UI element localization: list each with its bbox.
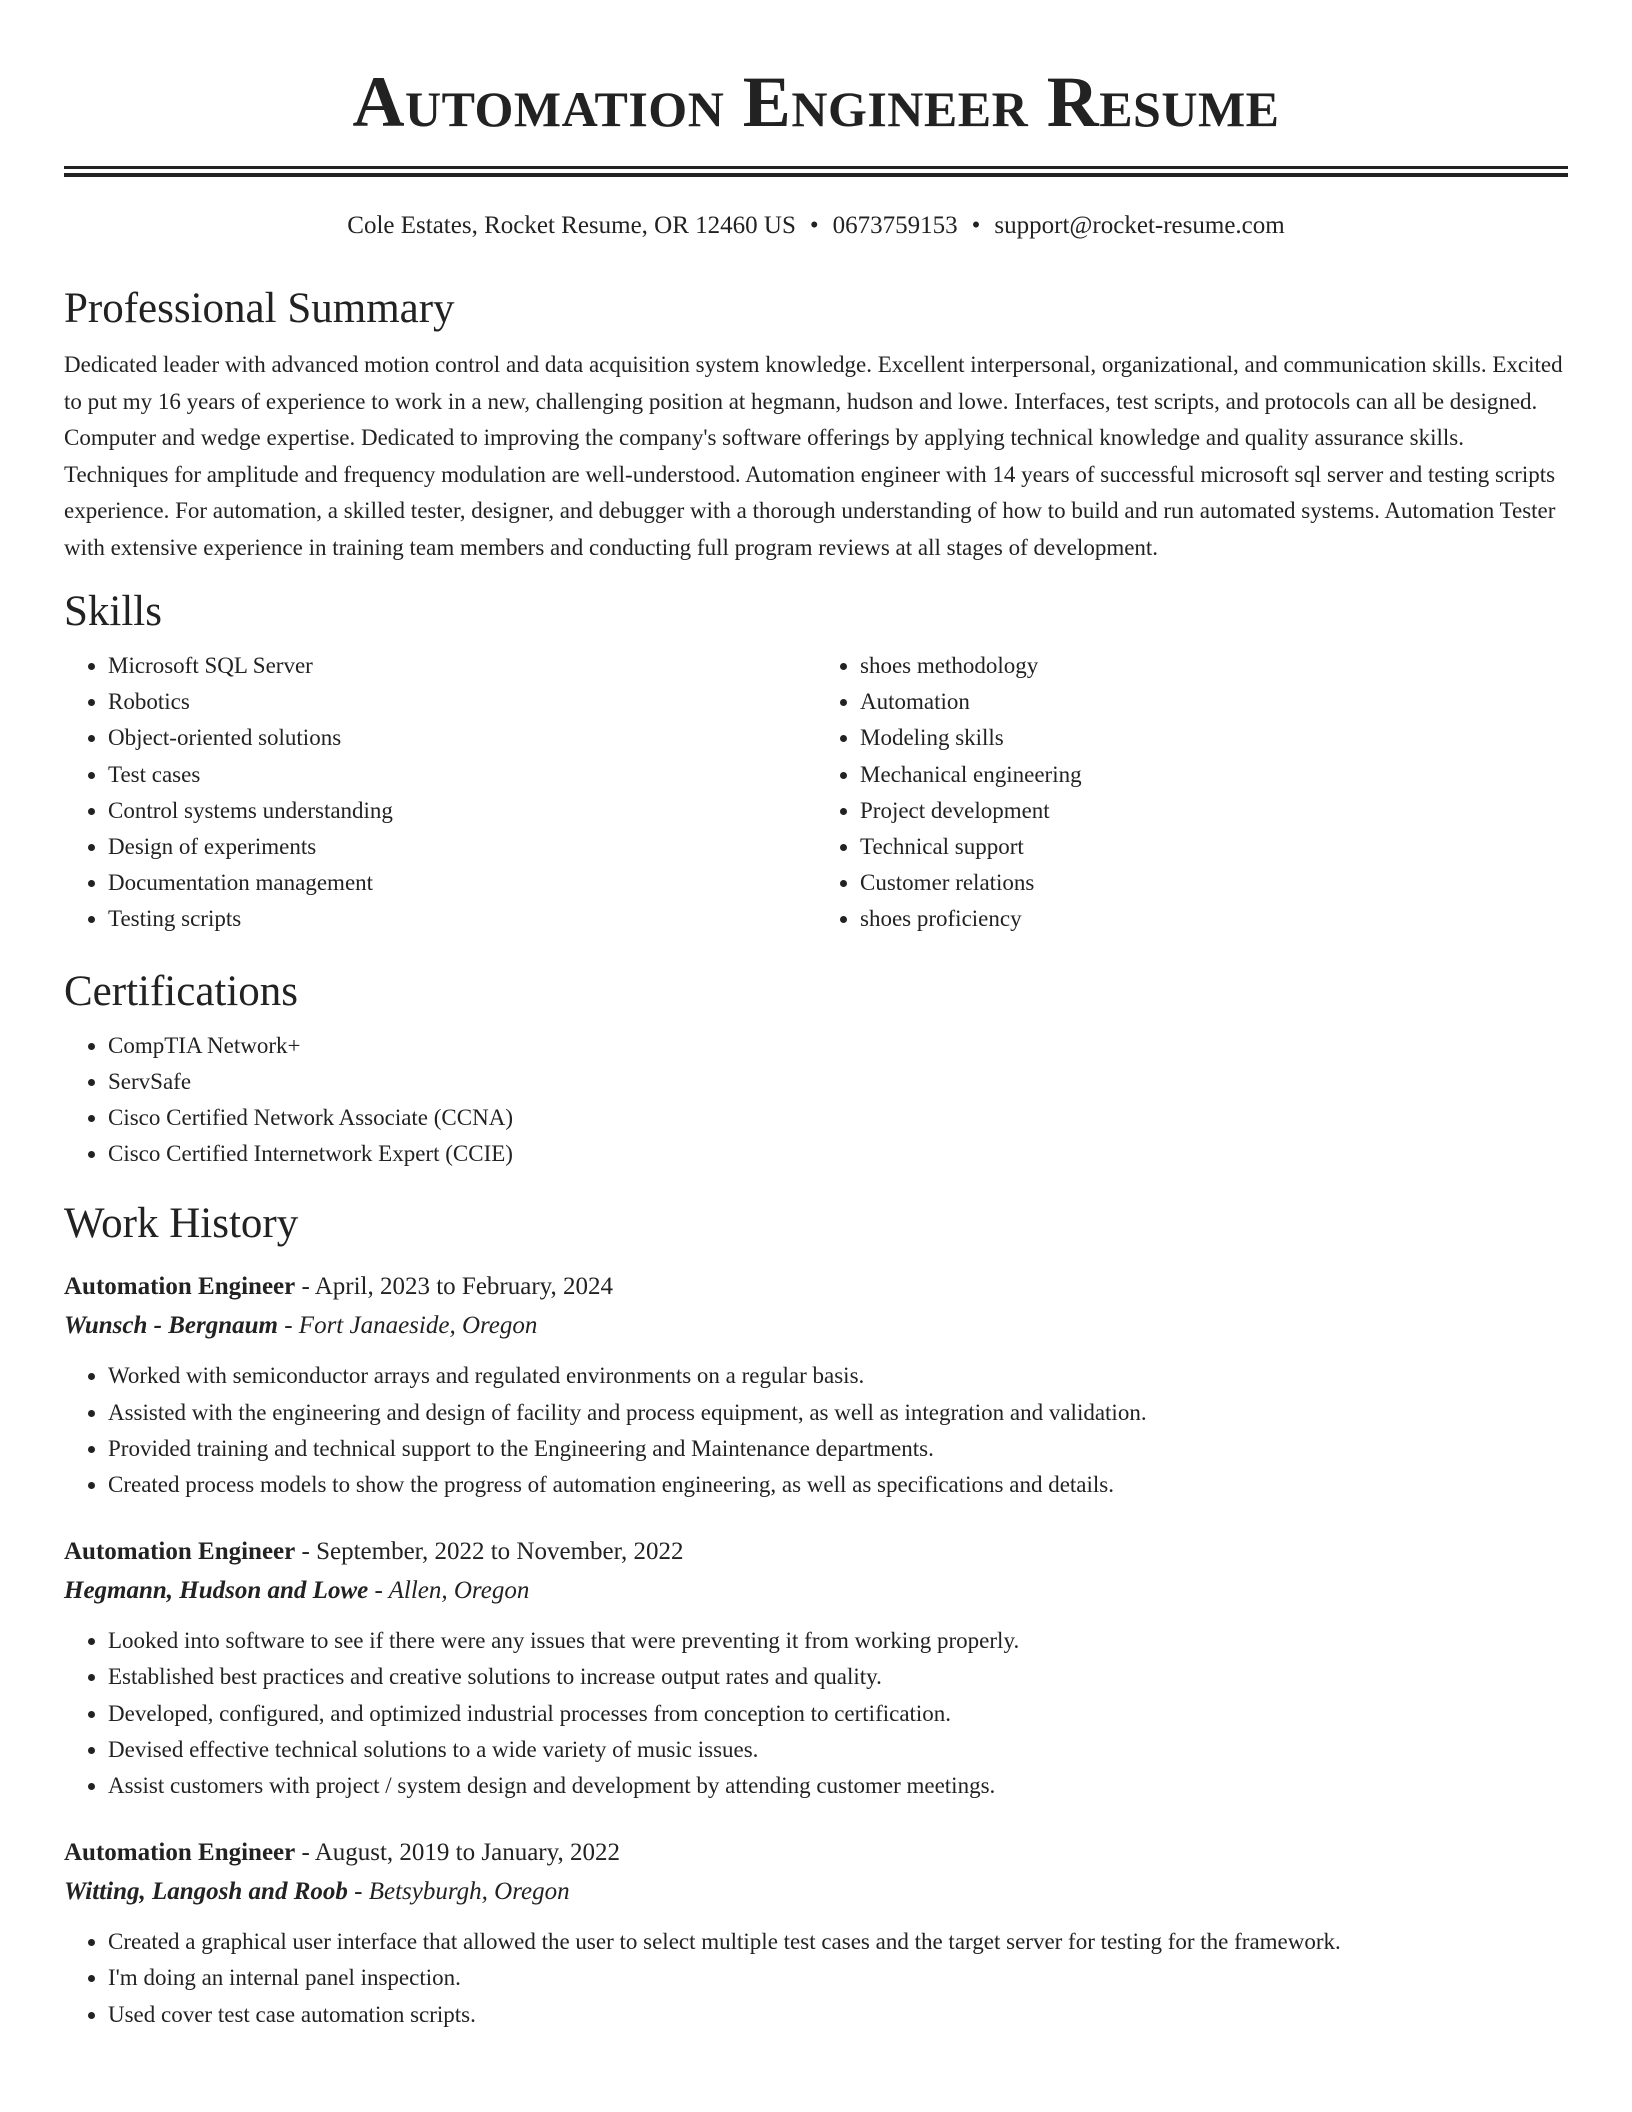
work-history-heading: Work History (64, 1200, 299, 1248)
job-dates: - August, 2019 to January, 2022 (295, 1839, 620, 1867)
certifications-list (64, 1028, 1568, 1173)
job-location: - Allen, Oregon (368, 1577, 530, 1605)
job-entry (64, 1268, 1568, 1503)
job-dates: - September, 2022 to November, 2022 (295, 1538, 684, 1566)
skill-item: • Robotics (108, 684, 816, 720)
job-duty-item: • Devised effective technical solutions to a wide variety of music issues. (108, 1732, 1568, 1768)
skill-item: • Test cases (108, 757, 816, 793)
job-header (64, 1834, 1568, 1872)
job-duties-list (64, 1358, 1568, 1503)
job-duty-item: • Looked into software to see if there were any issues that were preventing it from working properly. (108, 1623, 1568, 1659)
job-entry (64, 1834, 1568, 2033)
skill-item: • Customer relations (860, 865, 1568, 901)
skill-item: • Mechanical engineering (860, 757, 1568, 793)
job-location: - Fort Janaeside, Oregon (277, 1312, 538, 1340)
job-duty-item: • Created a graphical user interface that allowed the user to select multiple test cases and the target server for testing for the framework. (108, 1924, 1568, 1960)
job-employer (64, 1571, 1568, 1611)
contact-address: Cole Estates, Rocket Resume, OR 12460 US (347, 212, 796, 239)
job-duty-item: • Worked with semiconductor arrays and regulated environments on a regular basis. (108, 1358, 1568, 1394)
job-duty-item: • Assisted with the engineering and design of facility and process equipment, as well as integration and validation. (108, 1395, 1568, 1431)
title-double-rule (64, 166, 1568, 177)
skills-heading: Skills (64, 588, 162, 635)
skills-list-left (64, 648, 816, 938)
job-title: Automation Engineer (64, 1273, 296, 1301)
summary-heading: Professional Summary (64, 285, 455, 332)
job-company: Witting, Langosh and Roob (64, 1878, 348, 1906)
skill-item: • Object-oriented solutions (108, 720, 816, 756)
skills-list-right (816, 648, 1568, 938)
job-title: Automation Engineer (64, 1839, 296, 1867)
skill-item: • Technical support (860, 829, 1568, 865)
contact-line (64, 211, 1568, 241)
skill-item: • Project development (860, 793, 1568, 829)
job-company: Hegmann, Hudson and Lowe (64, 1577, 369, 1605)
job-title: Automation Engineer (64, 1538, 296, 1566)
contact-email[interactable]: support@rocket-resume.com (994, 212, 1285, 239)
job-duty-item: • Created process models to show the progress of automation engineering, as well as specifications and details. (108, 1467, 1568, 1503)
certification-item: • Cisco Certified Network Associate (CCNA) (108, 1100, 1568, 1136)
skill-item: • Control systems understanding (108, 793, 816, 829)
job-duty-item: • Established best practices and creative solutions to increase output rates and quality. (108, 1659, 1568, 1695)
job-duty-item: • Assist customers with project / system design and development by attending customer meetings. (108, 1768, 1568, 1804)
job-employer (64, 1306, 1568, 1346)
job-header (64, 1533, 1568, 1571)
certifications-heading: Certifications (64, 967, 299, 1015)
skill-item: • Microsoft SQL Server (108, 648, 816, 684)
contact-phone: 0673759153 (832, 212, 958, 239)
skill-item: • Testing scripts (108, 901, 816, 937)
skill-item: • Modeling skills (860, 720, 1568, 756)
job-duties-list (64, 1623, 1568, 1804)
contact-separator: • (809, 212, 819, 239)
job-duty-item: • Used cover test case automation scripts. (108, 1997, 1568, 2033)
skill-item: • Design of experiments (108, 829, 816, 865)
summary-text: Dedicated leader with advanced motion control and data acquisition system knowledge. Excellent interpersonal, organizational, and communication skills. Excited to put my 16 years of experience to work in a new, challenging position at hegmann, hudson and lowe. Interfaces, test scripts, and protocols can all be designed. Computer and wedge expertise. Dedicated to improving the company's software offerings by applying technical knowledge and quality assurance skills. Techniques for amplitude and frequency modulation are well-understood. Automation engineer with 14 years of successful microsoft sql server and testing scripts experience. For automation, a skilled tester, designer, and debugger with a thorough understanding of how to build and run automated systems. Automation Tester with extensive experience in training team members and conducting full program reviews at all stages of development. (64, 352, 1563, 560)
certification-item: • Cisco Certified Internetwork Expert (CCIE) (108, 1136, 1568, 1172)
certification-item: • ServSafe (108, 1064, 1568, 1100)
job-duty-item: • Provided training and technical support to the Engineering and Maintenance departments. (108, 1431, 1568, 1467)
job-company: Wunsch - Bergnaum (64, 1312, 278, 1340)
job-duty-item: • I'm doing an internal panel inspection. (108, 1960, 1568, 1996)
job-employer (64, 1872, 1568, 1912)
job-duty-item: • Developed, configured, and optimized industrial processes from conception to certification. (108, 1696, 1568, 1732)
job-entry (64, 1533, 1568, 1804)
job-location: - Betsyburgh, Oregon (347, 1878, 570, 1906)
page-title: Automation Engineer Resume (352, 62, 1280, 142)
skill-item: • Documentation management (108, 865, 816, 901)
job-header (64, 1268, 1568, 1306)
skills-grid (64, 648, 1568, 938)
job-dates: - April, 2023 to February, 2024 (295, 1273, 614, 1301)
skill-item: • shoes proficiency (860, 901, 1568, 937)
job-duties-list (64, 1924, 1568, 2033)
skill-item: • shoes methodology (860, 648, 1568, 684)
skill-item: • Automation (860, 684, 1568, 720)
contact-separator: • (971, 212, 981, 239)
certification-item: • CompTIA Network+ (108, 1028, 1568, 1064)
